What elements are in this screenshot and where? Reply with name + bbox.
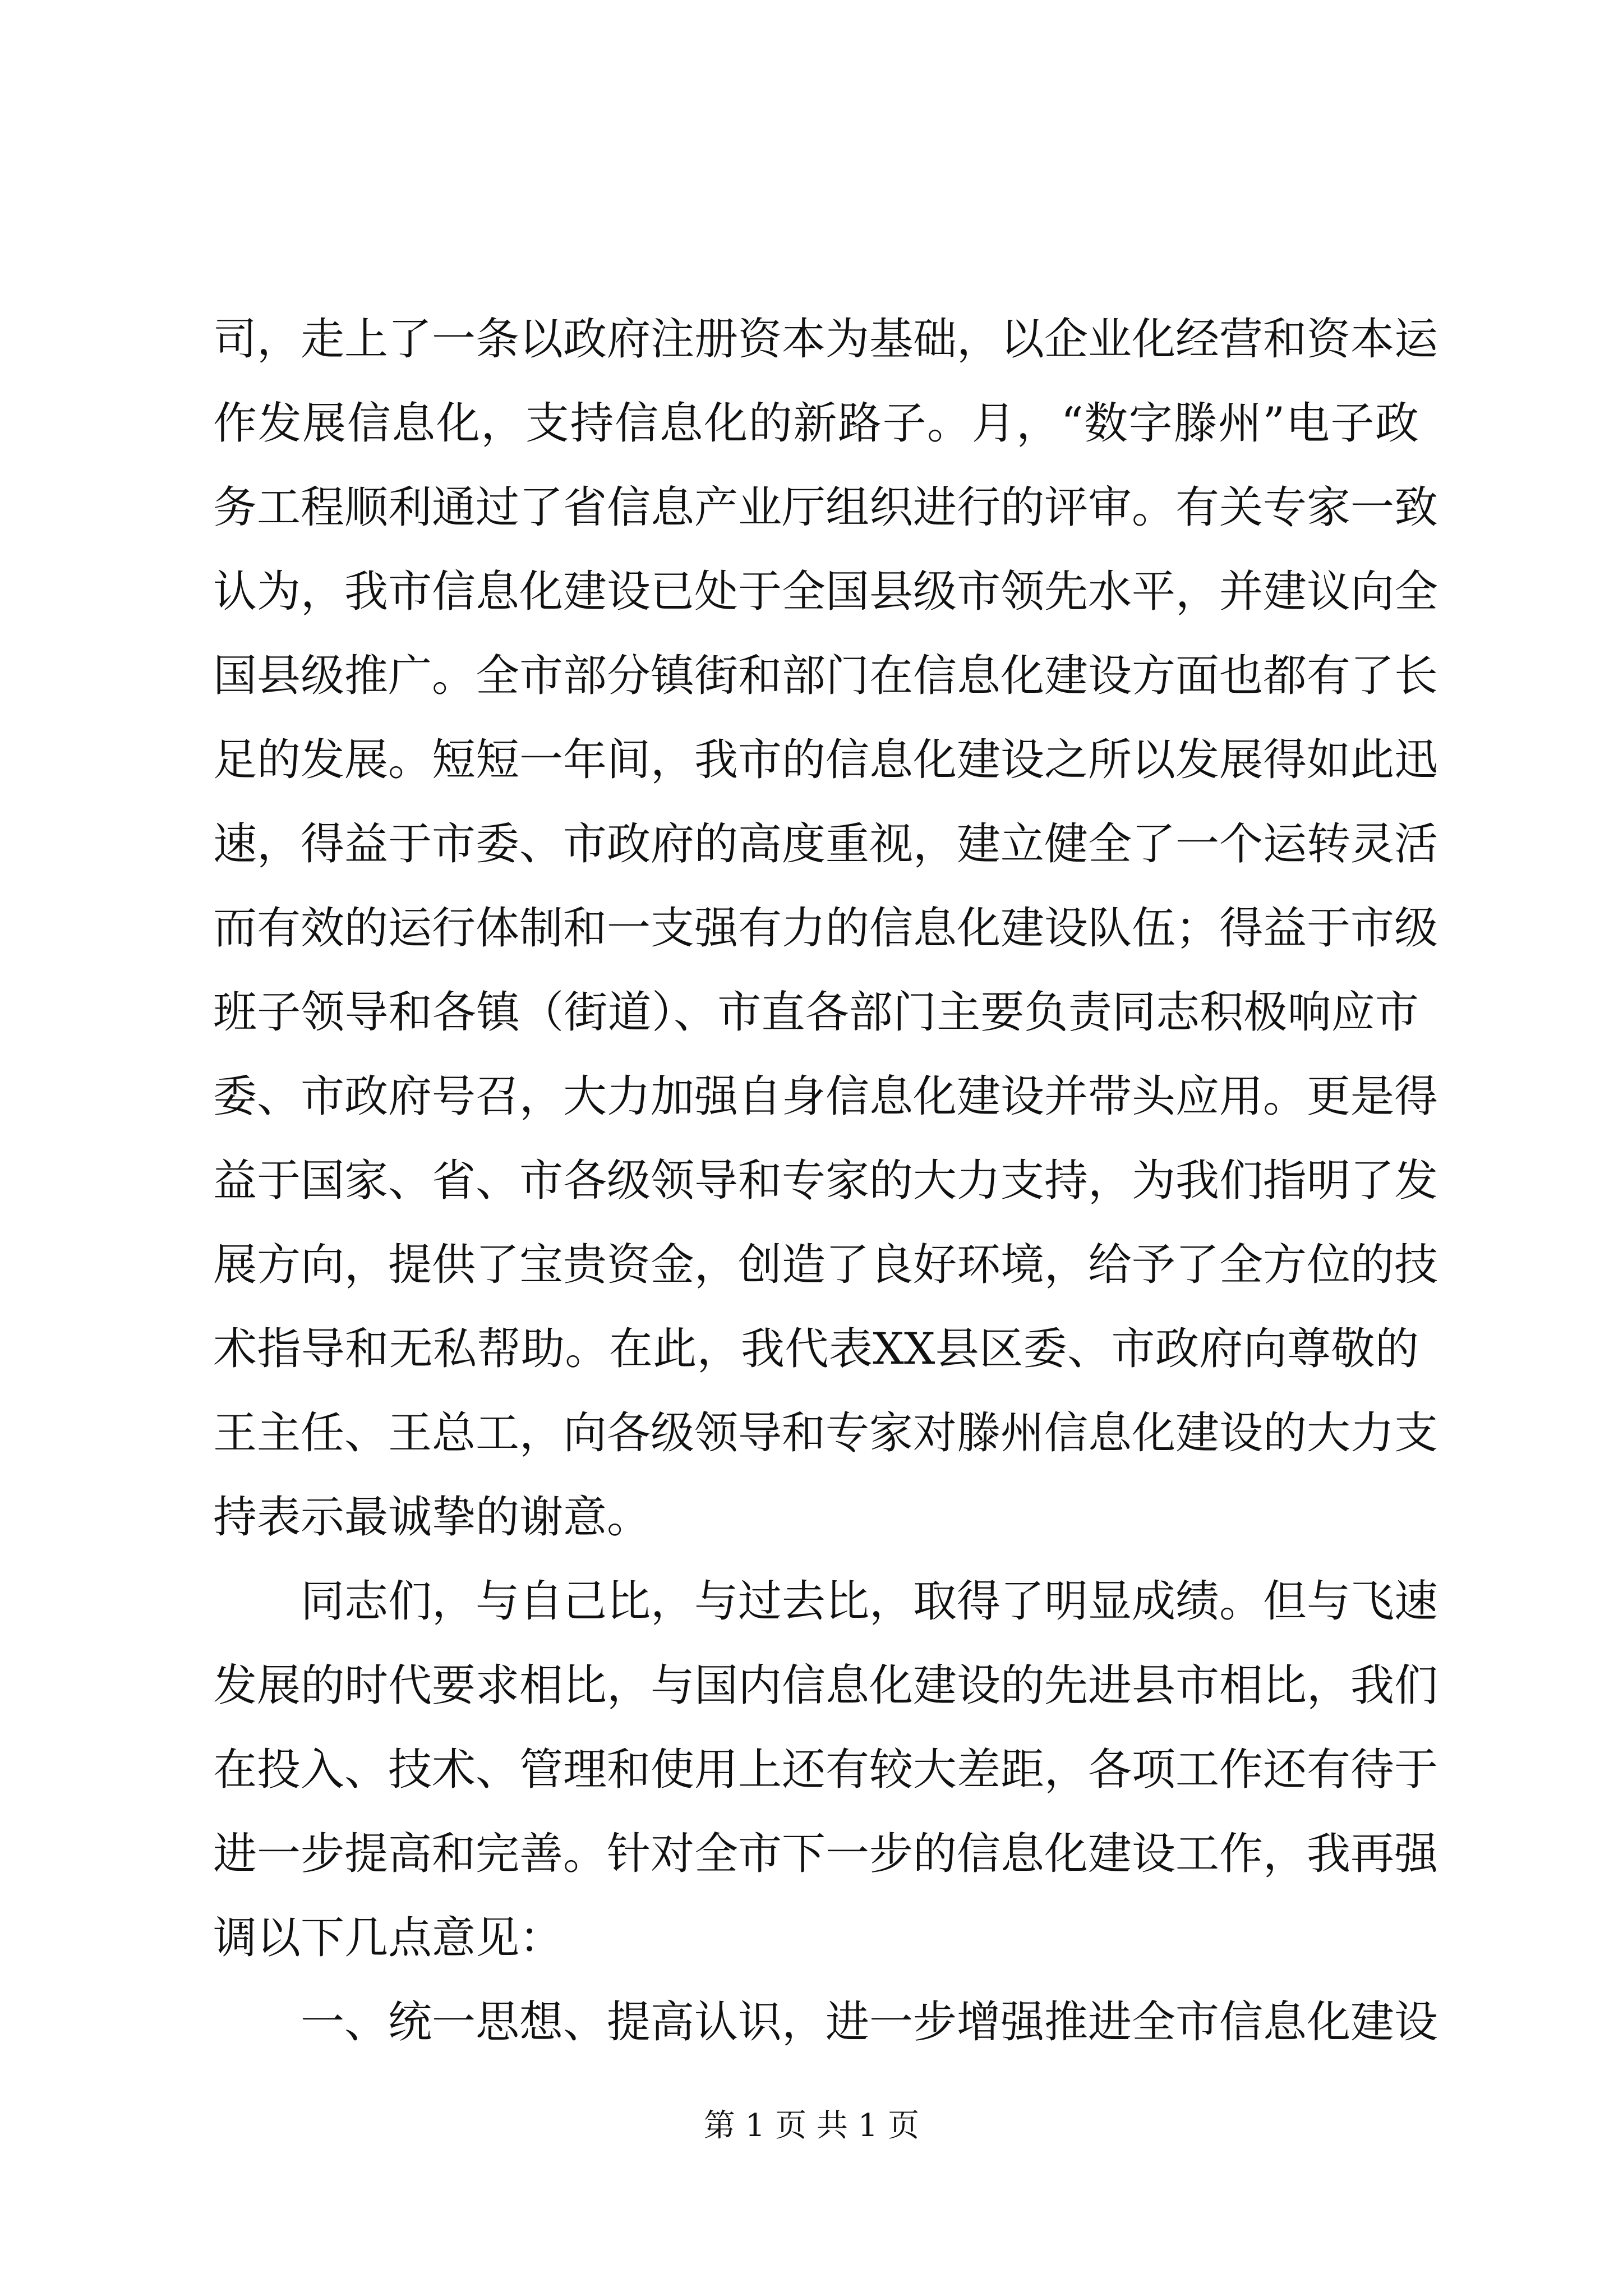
- text-line: 班子领导和各镇（街道）、市直各部门主要负责同志积极响应市: [213, 987, 1419, 1038]
- text-line: 一、统一思想、提高认识，进一步增强推进全市信息化建设: [301, 1997, 1438, 2047]
- page-footer: 第 1 页 共 1 页: [703, 2108, 920, 2144]
- text-line: 益于国家、省、市各级领导和专家的大力支持，为我们指明了发: [213, 1156, 1438, 1206]
- text-line: 认为，我市信息化建设已处于全国县级市领先水平，并建议向全: [213, 567, 1438, 617]
- text-line: 发展的时代要求相比，与国内信息化建设的先进县市相比，我们: [213, 1660, 1438, 1711]
- text-line: 术指导和无私帮助。在此，我代表XX县区委、市政府向尊敬的: [213, 1324, 1419, 1374]
- text-line: 展方向，提供了宝贵资金，创造了良好环境，给予了全方位的技: [213, 1240, 1438, 1290]
- text-line: 王主任、王总工，向各级领导和专家对滕州信息化建设的大力支: [213, 1408, 1438, 1458]
- text-line: 在投入、技术、管理和使用上还有较大差距，各项工作还有待于: [213, 1745, 1438, 1795]
- text-line: 进一步提高和完善。针对全市下一步的信息化建设工作，我再强: [213, 1829, 1438, 1879]
- text-line: 司，走上了一条以政府注册资本为基础，以企业化经营和资本运: [213, 314, 1438, 365]
- text-line: 国县级推广。全市部分镇街和部门在信息化建设方面也都有了长: [213, 651, 1438, 701]
- text-line: 速，得益于市委、市政府的高度重视，建立健全了一个运转灵活: [213, 819, 1438, 869]
- text-line: 同志们，与自己比，与过去比，取得了明显成绩。但与飞速: [301, 1576, 1438, 1627]
- text-line: 持表示最诚挚的谢意。: [213, 1492, 651, 1543]
- text-line: 而有效的运行体制和一支强有力的信息化建设队伍；得益于市级: [213, 903, 1438, 954]
- text-line: 务工程顺利通过了省信息产业厅组织进行的评审。有关专家一致: [213, 482, 1438, 533]
- body-text: [213, 297, 1438, 2064]
- text-line: 调以下几点意见：: [213, 1913, 564, 1963]
- text-line: 足的发展。短短一年间，我市的信息化建设之所以发展得如此迅: [213, 735, 1438, 785]
- text-line: 作发展信息化，支持信息化的新路子。月，“数字滕州”电子政: [213, 398, 1419, 449]
- text-line: 委、市政府号召，大力加强自身信息化建设并带头应用。更是得: [213, 1071, 1438, 1122]
